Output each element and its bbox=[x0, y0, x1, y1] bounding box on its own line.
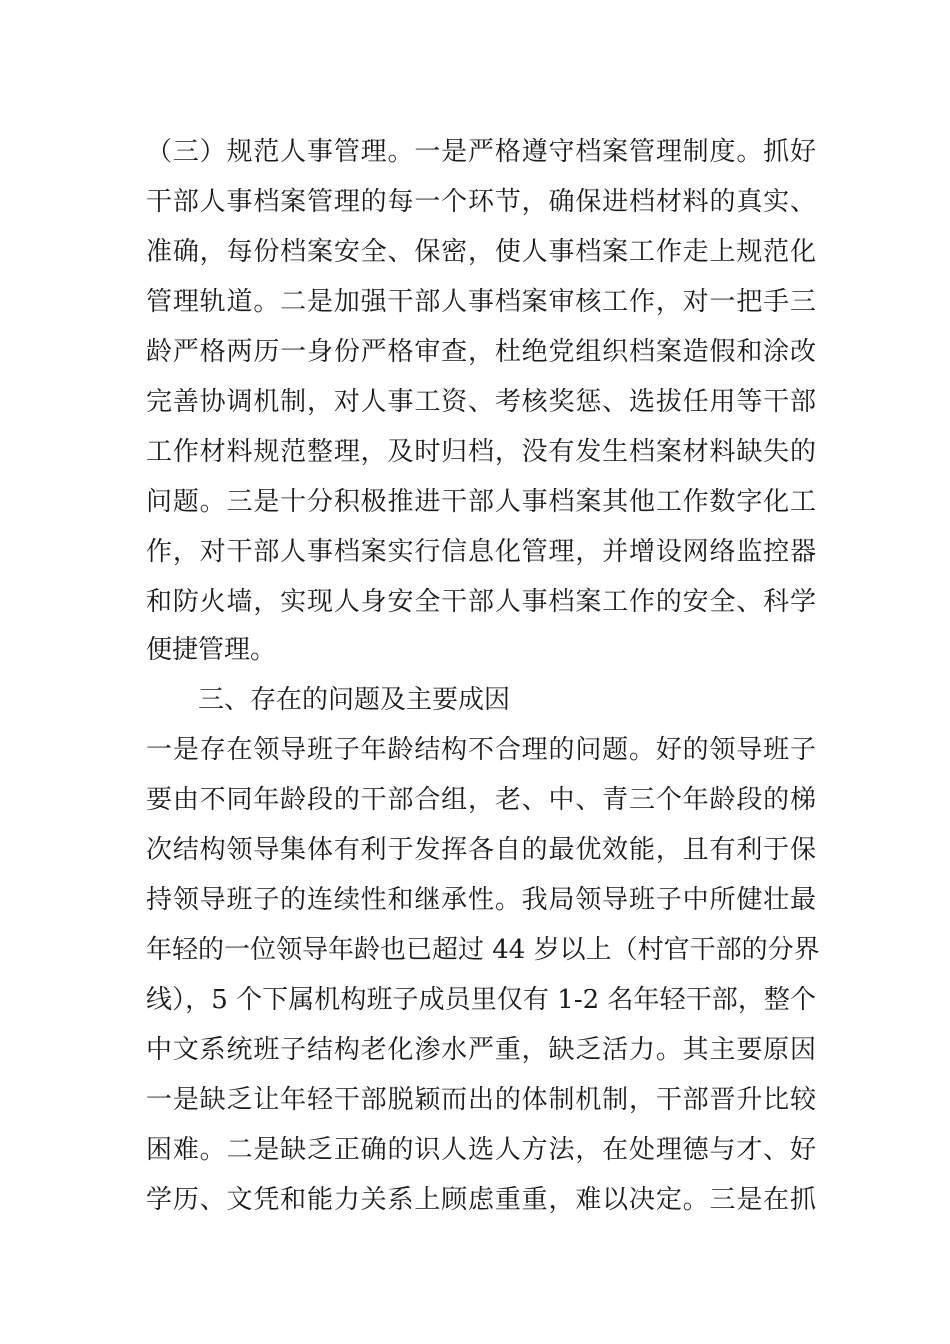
problem-line-4: 持领导班子的连续性和继承性。我局领导班子中所健壮最 bbox=[146, 885, 816, 915]
section3-line-11: 便捷管理。 bbox=[146, 635, 277, 665]
section-heading: 三、存在的问题及主要成因 bbox=[198, 685, 511, 715]
problem-line-2: 要由不同年龄段的干部合组，老、中、青三个年龄段的梯 bbox=[146, 785, 816, 815]
problem-line-8: 一是缺乏让年轻干部脱颖而出的体制机制，干部晋升比较 bbox=[146, 1085, 816, 1115]
problem-line-7: 中文系统班子结构老化渗水严重，缺乏活力。其主要原因 bbox=[146, 1035, 816, 1065]
section3-line-2: 干部人事档案管理的每一个环节，确保进档材料的真实、 bbox=[146, 187, 816, 217]
problem-line-6: 线），5 个下属机构班子成员里仅有 1-2 名年轻干部，整个 bbox=[146, 985, 816, 1015]
section3-line-5: 龄严格两历一身份严格审查，杜绝党组织档案造假和涂改 bbox=[146, 337, 816, 367]
section3-line-1: （三）规范人事管理。一是严格遵守档案管理制度。抓好 bbox=[146, 137, 816, 167]
section3-line-8: 问题。三是十分积极推进干部人事档案其他工作数字化工 bbox=[146, 487, 816, 517]
section3-line-6: 完善协调机制，对人事工资、考核奖惩、选拔任用等干部 bbox=[146, 387, 816, 417]
problem-line-5: 年轻的一位领导年龄也已超过 44 岁以上（村官干部的分界 bbox=[146, 935, 820, 965]
section3-line-9: 作，对干部人事档案实行信息化管理，并增设网络监控器 bbox=[146, 537, 816, 567]
section3-line-10: 和防火墙，实现人身安全干部人事档案工作的安全、科学 bbox=[146, 587, 816, 617]
section3-line-4: 管理轨道。二是加强干部人事档案审核工作，对一把手三 bbox=[146, 287, 816, 317]
section3-line-7: 工作材料规范整理，及时归档，没有发生档案材料缺失的 bbox=[146, 437, 816, 467]
problem-line-9: 困难。二是缺乏正确的识人选人方法，在处理德与才、好 bbox=[146, 1135, 816, 1165]
section3-line-3: 准确，每份档案安全、保密，使人事档案工作走上规范化 bbox=[146, 237, 816, 267]
problem-line-10: 学历、文凭和能力关系上顾虑重重，难以决定。三是在抓 bbox=[146, 1185, 816, 1215]
problem-line-3: 次结构领导集体有利于发挥各自的最优效能，且有利于保 bbox=[146, 835, 816, 865]
problem-line-1: 一是存在领导班子年龄结构不合理的问题。好的领导班子 bbox=[146, 735, 816, 765]
